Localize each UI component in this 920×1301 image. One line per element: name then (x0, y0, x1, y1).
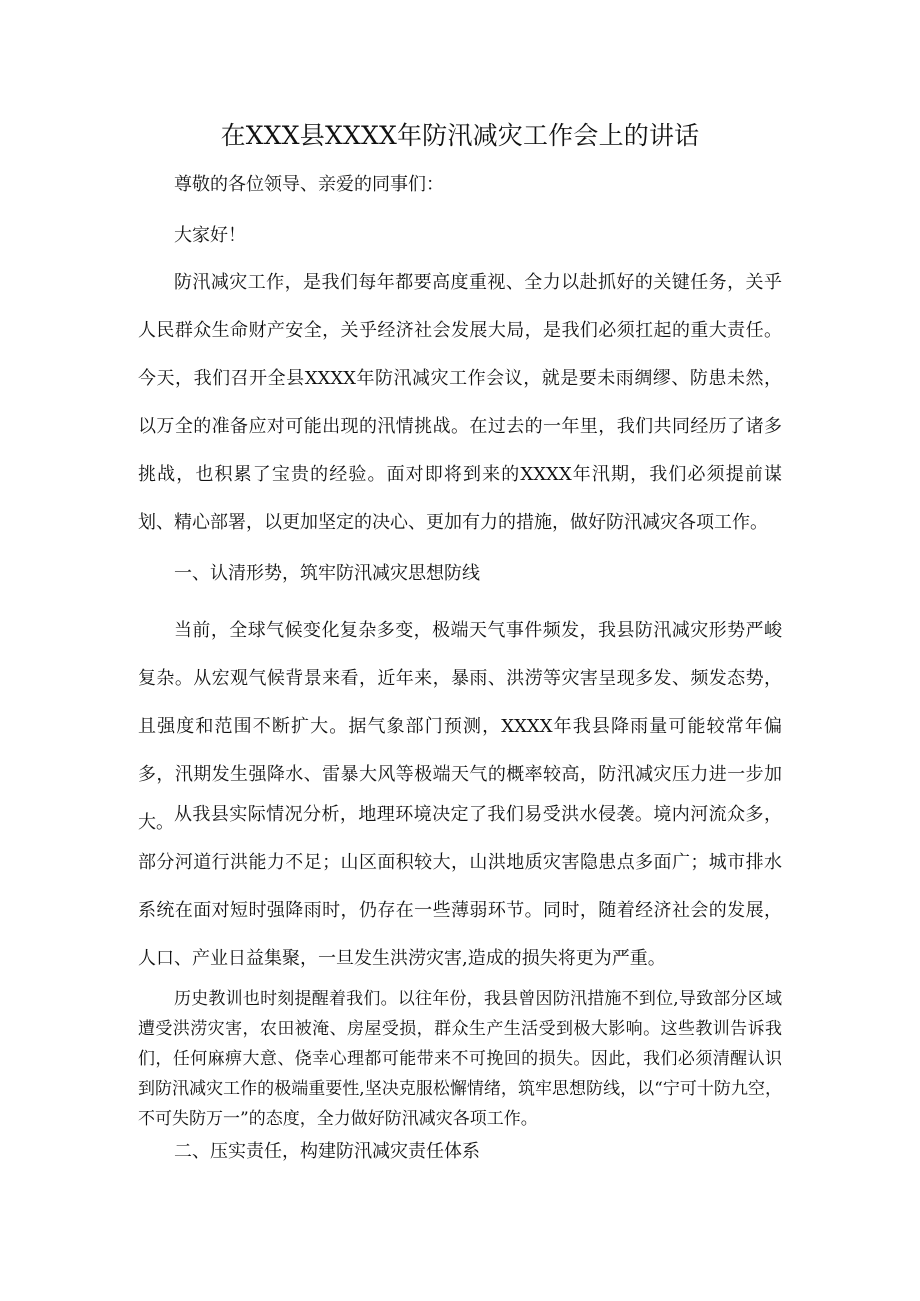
greeting: 大家好！ (174, 225, 246, 246)
situation-paragraph: 当前，全球气候变化复杂多变，极端天气事件频发，我县防汛减灾形势严峻复杂。从宏观气候背景来看，近年来，暴雨、洪涝等灾害呈现多发、频发态势，且强度和范围不断扩大。据气象部门预测，XXXX年我县降雨量可能较常年偏多，汛期发生强降水、雷暴大风等极端天气的概率较高，防汛减灾压力进一步加大。 (138, 620, 782, 833)
history-lessons-paragraph: 历史教训也时刻提醒着我们。以往年份，我县曾因防汛措施不到位,导致部分区域遭受洪涝灾害，农田被淹、房屋受损，群众生产生活受到极大影响。这些教训告诉我们，任何麻痹大意、侥幸心理都可能带来不可挽回的损失。因此，我们必须清醒认识到防汛减灾工作的极端重要性,坚决克服松懈情绪，筑牢思想防线，以“宁可十防九空，不可失防万一”的态度，全力做好防汛减灾各项工作。 (138, 989, 782, 1129)
document-title: 在XXX县XXXX年防汛减灾工作会上的讲话 (220, 121, 700, 150)
local-analysis-paragraph: 从我县实际情况分析，地理环境决定了我们易受洪水侵袭。境内河流众多，部分河道行洪能力不足；山区面积较大，山洪地质灾害隐患点多面广；城市排水系统在面对短时强降雨时，仍存在一些薄弱环节。同时，随着经济社会的发展，人口、产业日益集聚，一旦发生洪涝灾害,造成的损失将更为严重。 (138, 804, 782, 969)
section-heading-2: 二、压实责任，构建防汛减灾责任体系 (174, 1141, 480, 1162)
intro-paragraph: 防汛减灾工作，是我们每年都要高度重视、全力以赴抓好的关键任务，关乎人民群众生命财产安全，关乎经济社会发展大局，是我们必须扛起的重大责任。今天，我们召开全县XXXX年防汛减灾工作会议，就是要未雨绸缪、防患未然，以万全的准备应对可能出现的汛情挑战。在过去的一年里，我们共同经历了诸多挑战，也积累了宝贵的经验。面对即将到来的XXXX年汛期，我们必须提前谋划、精心部署，以更加坚定的决心、更加有力的措施，做好防汛减灾各项工作。 (138, 272, 782, 533)
salutation: 尊敬的各位领导、亲爱的同事们： (174, 174, 444, 195)
section-heading-1: 一、认清形势，筑牢防汛减灾思想防线 (174, 563, 480, 584)
